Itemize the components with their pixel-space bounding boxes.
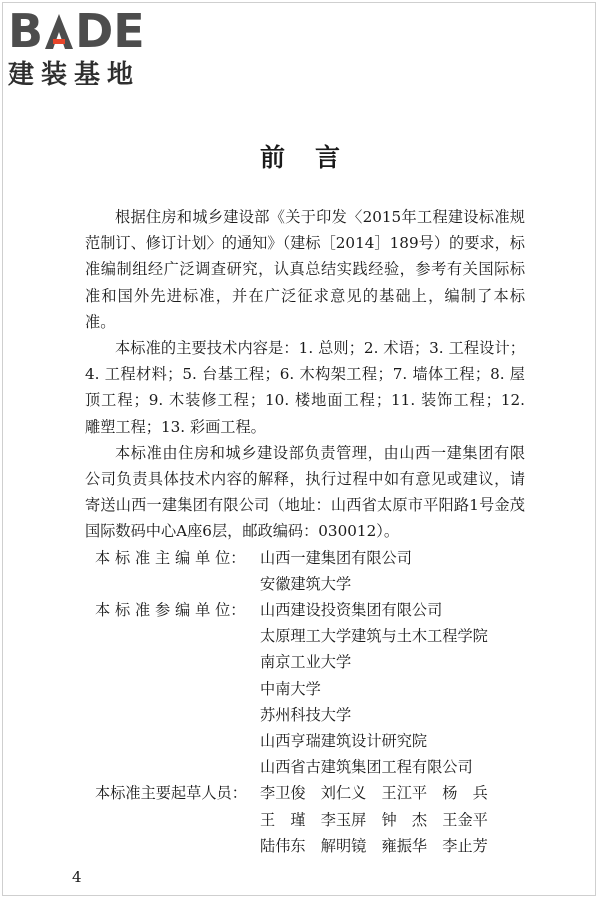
role-label: 本标准主要起草人员： bbox=[95, 784, 247, 803]
unit-name: 安徽建筑大学 bbox=[260, 574, 352, 593]
paragraph-management: 本标准由住房和城乡建设部负责管理，由山西一建集团有限公司负责具体技术内容的解释，执行过程中如有意见或建议，请寄送山西一建集团有限公司（地址：山西省太原市平阳路1号金茂国际数码中心A座6层，邮政编码：030012）。 bbox=[85, 443, 525, 541]
role-label: 本 标 准 主 编 单 位： bbox=[95, 548, 246, 567]
unit-name: 山西建设投资集团有限公司 bbox=[260, 601, 443, 620]
unit-name: 山西亨瑞建筑设计研究院 bbox=[260, 732, 428, 751]
unit-name: 中南大学 bbox=[260, 679, 321, 698]
credits-section bbox=[85, 545, 525, 859]
page-title: 前言 bbox=[259, 143, 370, 172]
paragraph-contents: 本标准的主要技术内容是：1. 总则；2. 术语；3. 工程设计；4. 工程材料；5. 台基工程；6. 木构架工程；7. 墙体工程；8. 屋顶工程；9. 木装修工程；10. 楼地面工程；11. 装饰工程；12. 雕塑工程；13. 彩画工程。 bbox=[85, 339, 525, 436]
unit-name: 太原理工大学建筑与土木工程学院 bbox=[260, 627, 488, 646]
main-drafters bbox=[85, 780, 525, 859]
participating-units bbox=[85, 597, 525, 780]
document-body bbox=[85, 204, 525, 859]
paragraph-intro: 根据住房和城乡建设部《关于印发〈2015年工程建设标准规范制订、修订计划〉的通知》（建标［2014］189号）的要求，标准编制组经广泛调查研究，认真总结实践经验，参考有关国际标准和国外先进标准，并在广泛征求意见的基础上，编制了本标准。 bbox=[85, 208, 525, 331]
drafter-names-row: 王 瑾 李玉屏 钟 杰 王金平 bbox=[260, 810, 488, 829]
unit-name: 南京工业大学 bbox=[260, 653, 352, 672]
role-label: 本 标 准 参 编 单 位： bbox=[95, 601, 246, 620]
unit-name: 山西省古建筑集团工程有限公司 bbox=[260, 758, 473, 777]
page-number: 4 bbox=[72, 868, 82, 886]
logo-subtitle: 建装基地 bbox=[8, 60, 141, 90]
drafter-names-row: 陆伟东 解明镜 雍振华 李止芳 bbox=[260, 836, 488, 855]
logo-letters-de: DE bbox=[75, 4, 145, 58]
role-values bbox=[260, 545, 525, 597]
logo-a-triangle-icon bbox=[44, 12, 74, 50]
role-values bbox=[260, 780, 525, 859]
chief-editor-units bbox=[85, 545, 525, 597]
role-values bbox=[260, 597, 525, 780]
drafter-names-row: 李卫俊 刘仁义 王江平 杨 兵 bbox=[260, 784, 488, 803]
brand-logo bbox=[8, 6, 178, 92]
unit-name: 苏州科技大学 bbox=[260, 705, 352, 724]
unit-name: 山西一建集团有限公司 bbox=[260, 548, 412, 567]
logo-letter-b: B bbox=[8, 4, 44, 58]
logo-wordmark bbox=[8, 6, 178, 56]
